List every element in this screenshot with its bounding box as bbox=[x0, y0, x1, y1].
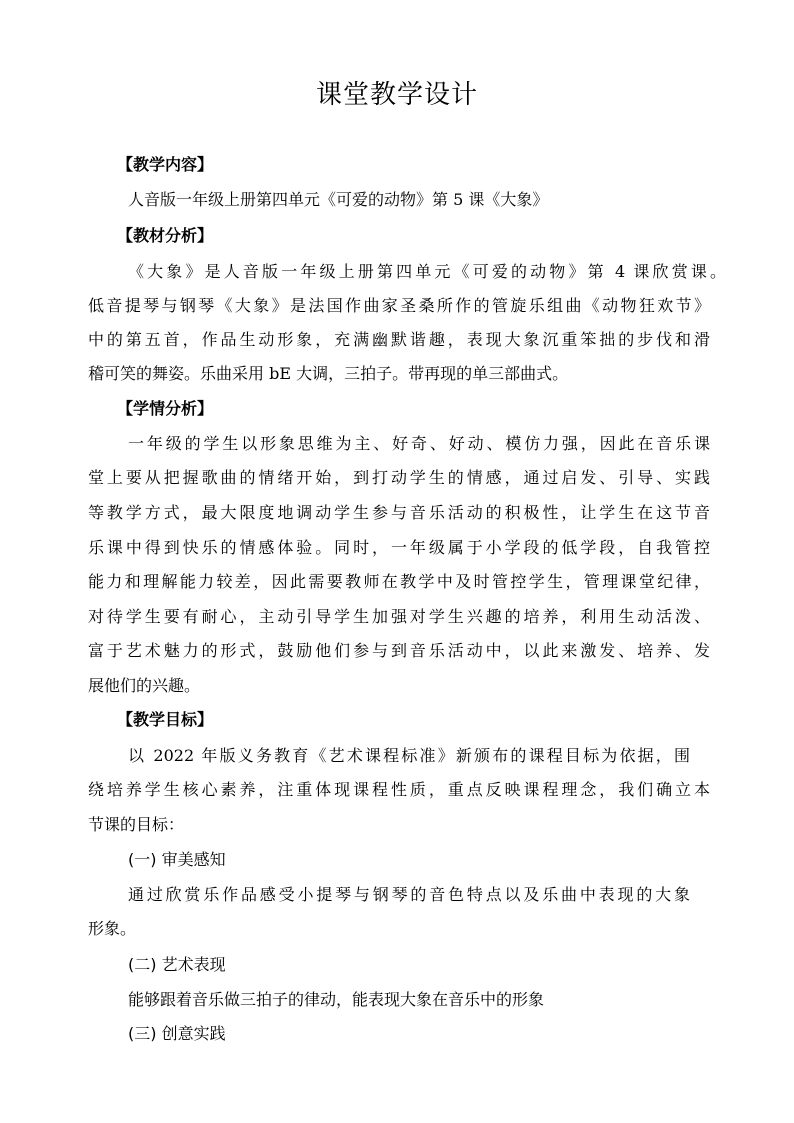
goals-line-1: 以 2022 年版义务教育《艺术课程标准》新颁布的课程目标为依据，围 bbox=[128, 746, 690, 765]
content-text: 人音版一年级上册第四单元《可爱的动物》第 5 课《大象》 bbox=[128, 190, 549, 209]
material-line-3: 中的第五首，作品生动形象，充满幽默谐趣，表现大象沉重笨拙的步伐和滑 bbox=[88, 330, 710, 349]
goals-sub1-line-2: 形象。 bbox=[88, 919, 137, 938]
students-line-4: 乐课中得到快乐的情感体验。同时，一年级属于小学段的低学段，自我管控 bbox=[88, 538, 710, 557]
goals-line-2: 绕培养学生核心素养，注重体现课程性质，重点反映课程理念，我们确立本 bbox=[88, 780, 710, 799]
goals-sub-heading-1: (一) 审美感知 bbox=[128, 850, 226, 869]
section-heading-material: 【教材分析】 bbox=[117, 226, 214, 245]
students-line-2: 堂上要从把握歌曲的情绪开始，到打动学生的情感，通过启发、引导、实践 bbox=[88, 468, 710, 487]
students-line-5: 能力和理解能力较差，因此需要教师在教学中及时管控学生，管理课堂纪律， bbox=[88, 572, 710, 591]
students-line-3: 等教学方式，最大限度地调动学生参与音乐活动的积极性，让学生在这节音 bbox=[88, 503, 710, 522]
goals-sub-heading-2: (二) 艺术表现 bbox=[128, 955, 226, 974]
goals-line-3: 节课的目标： bbox=[88, 815, 185, 834]
page-title: 课堂教学设计 bbox=[315, 80, 478, 110]
material-line-1: 《大象》是人音版一年级上册第四单元《可爱的动物》第 4 课欣赏课。 bbox=[128, 262, 726, 281]
goals-sub-heading-3: (三) 创意实践 bbox=[128, 1024, 226, 1043]
section-heading-students: 【学情分析】 bbox=[117, 399, 214, 418]
section-heading-goals: 【教学目标】 bbox=[117, 710, 214, 729]
students-line-7: 富于艺术魅力的形式，鼓励他们参与到音乐活动中，以此来激发、培养、发 bbox=[88, 641, 710, 660]
material-line-2: 低音提琴与钢琴《大象》是法国作曲家圣桑所作的管旋乐组曲《动物狂欢节》 bbox=[88, 296, 710, 315]
students-line-1: 一年级的学生以形象思维为主、好奇、好动、模仿力强，因此在音乐课 bbox=[128, 434, 710, 453]
goals-sub1-line-1: 通过欣赏乐作品感受小提琴与钢琴的音色特点以及乐曲中表现的大象 bbox=[128, 885, 690, 904]
section-heading-content: 【教学内容】 bbox=[117, 155, 214, 174]
students-line-8: 展他们的兴趣。 bbox=[88, 676, 201, 695]
goals-sub2-line-1: 能够跟着音乐做三拍子的律动，能表现大象在音乐中的形象 bbox=[128, 990, 545, 1009]
material-line-4: 稽可笑的舞姿。乐曲采用 bE 大调，三拍子。带再现的单三部曲式。 bbox=[88, 364, 569, 383]
students-line-6: 对待学生要有耐心，主动引导学生加强对学生兴趣的培养，利用生动活泼、 bbox=[88, 607, 710, 626]
